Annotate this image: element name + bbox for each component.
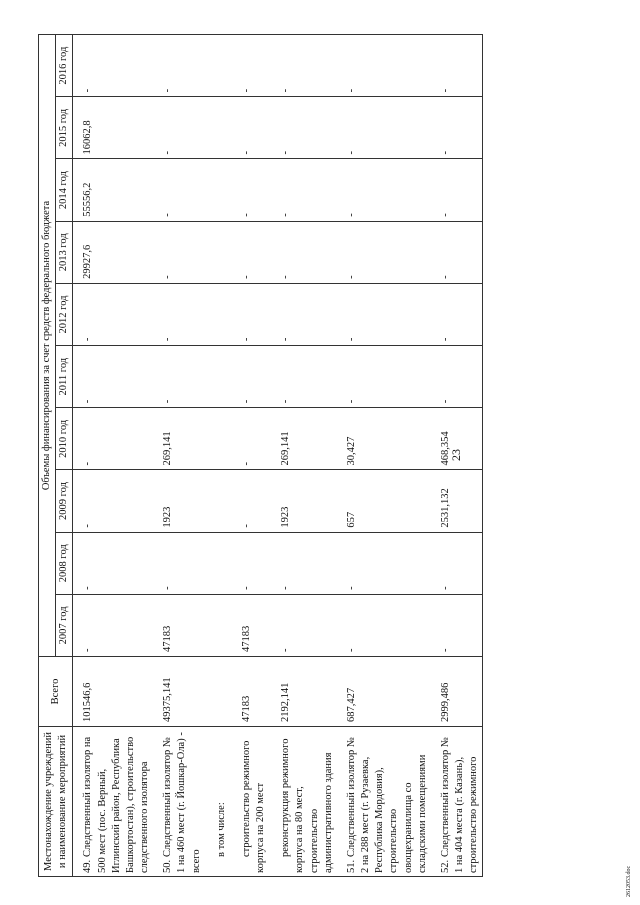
row-name: Следственный изолятор на 500 мест (пос. Верный, Иглинский район, Республика Башкортостан), строительство следственного изолятора <box>82 736 151 873</box>
year-value: - <box>337 159 431 221</box>
year-value: - <box>230 532 269 594</box>
year-value: - <box>230 408 269 470</box>
row-name: Следственный изолятор № 1 на 460 мест (г. Йошкар-Ола) - всего <box>162 732 202 873</box>
year-value: - <box>230 346 269 408</box>
year-value: - <box>153 346 205 408</box>
year-value: - <box>337 594 431 656</box>
row-total: 2192,141 <box>269 657 337 727</box>
row-name: Следственный изолятор № 1 на 404 места (г. Казань), строительство режимного <box>439 737 480 873</box>
year-value: - <box>431 35 483 97</box>
document-file-name: 2612053.doc <box>626 865 632 897</box>
year-value: - <box>73 594 153 656</box>
year-value <box>205 221 230 283</box>
header-year: 2015 год <box>56 97 73 159</box>
row-label <box>269 727 337 877</box>
year-value: - <box>230 283 269 345</box>
row-label <box>431 727 483 877</box>
header-year: 2013 год <box>56 221 73 283</box>
table-row <box>153 35 205 877</box>
row-number: 52. <box>439 859 451 873</box>
year-value: - <box>337 97 431 159</box>
header-year: 2007 год <box>56 594 73 656</box>
year-value: 30,427 <box>337 408 431 470</box>
header-year: 2011 год <box>56 346 73 408</box>
header-year: 2010 год <box>56 408 73 470</box>
year-value: - <box>269 221 337 283</box>
row-number: 50. <box>162 859 174 873</box>
year-value: 2531,132 <box>431 470 483 532</box>
table-row <box>205 35 230 877</box>
header-year: 2008 год <box>56 532 73 594</box>
row-label <box>153 727 205 877</box>
row-name: строительство режимного корпуса на 200 мест <box>240 740 267 873</box>
table-row <box>269 35 337 877</box>
year-value: - <box>230 35 269 97</box>
row-total: 47183 <box>230 657 269 727</box>
year-value: 47183 <box>153 594 205 656</box>
year-value <box>205 346 230 408</box>
year-value: 269,141 <box>269 408 337 470</box>
row-total: 687,427 <box>337 657 431 727</box>
year-value: - <box>269 35 337 97</box>
year-value: - <box>269 283 337 345</box>
year-value: 1923 <box>269 470 337 532</box>
row-label <box>337 727 431 877</box>
row-name: в том числе: <box>215 802 227 857</box>
table-row <box>230 35 269 877</box>
year-value: - <box>230 97 269 159</box>
row-total: 49375,141 <box>153 657 205 727</box>
year-value: 16062,8 <box>73 97 153 159</box>
year-value: - <box>431 346 483 408</box>
header-year: 2012 год <box>56 283 73 345</box>
row-label <box>73 727 153 877</box>
year-value: - <box>73 470 153 532</box>
year-value: - <box>431 283 483 345</box>
year-value: - <box>73 283 153 345</box>
year-value <box>205 594 230 656</box>
year-value: - <box>153 221 205 283</box>
year-value: - <box>73 35 153 97</box>
header-total: Всего <box>39 657 73 727</box>
year-value: - <box>230 159 269 221</box>
year-value: - <box>153 97 205 159</box>
year-value: - <box>431 97 483 159</box>
year-value: 468,354 <box>431 408 483 470</box>
year-value: - <box>337 221 431 283</box>
year-value: - <box>337 346 431 408</box>
header-year: 2016 год <box>56 35 73 97</box>
year-value: - <box>431 221 483 283</box>
year-value: 657 <box>337 470 431 532</box>
year-value: - <box>73 408 153 470</box>
table-row <box>337 35 431 877</box>
year-value: - <box>73 532 153 594</box>
row-number: 51. <box>345 859 357 873</box>
year-value: 47183 <box>230 594 269 656</box>
year-value: - <box>153 532 205 594</box>
year-value: 1923 <box>153 470 205 532</box>
year-value: - <box>269 594 337 656</box>
header-funding-group: Объемы финансирования за счет средств федерального бюджета <box>39 35 56 657</box>
row-number: 49. <box>82 859 94 873</box>
year-value <box>205 532 230 594</box>
year-value: - <box>269 532 337 594</box>
page-number: 23 <box>449 449 463 461</box>
row-label <box>230 727 269 877</box>
header-year: 2014 год <box>56 159 73 221</box>
year-value: - <box>230 470 269 532</box>
table-row <box>431 35 483 877</box>
year-value: 29927,6 <box>73 221 153 283</box>
row-total: 101546,6 <box>73 657 153 727</box>
year-value: - <box>230 221 269 283</box>
year-value: - <box>337 283 431 345</box>
row-total: 2999,486 <box>431 657 483 727</box>
header-location: Местонахождение учреждений и наименование мероприятий <box>39 727 73 877</box>
year-value: - <box>153 35 205 97</box>
year-value <box>205 408 230 470</box>
year-value: - <box>431 594 483 656</box>
year-value: 269,141 <box>153 408 205 470</box>
year-value: - <box>337 532 431 594</box>
table-row <box>73 35 153 877</box>
year-value: - <box>269 97 337 159</box>
year-value <box>205 283 230 345</box>
year-value: - <box>431 532 483 594</box>
year-value: - <box>73 346 153 408</box>
year-value: - <box>153 159 205 221</box>
row-label <box>205 727 230 877</box>
year-value: - <box>153 283 205 345</box>
year-value: 55556,2 <box>73 159 153 221</box>
year-value: - <box>269 159 337 221</box>
row-total <box>205 657 230 727</box>
year-value <box>205 470 230 532</box>
year-value <box>205 97 230 159</box>
year-value: - <box>431 159 483 221</box>
header-year: 2009 год <box>56 470 73 532</box>
funding-table <box>38 34 483 877</box>
year-value <box>205 35 230 97</box>
year-value <box>205 159 230 221</box>
year-value: - <box>269 346 337 408</box>
row-name: реконструкция режимного корпуса на 80 мест, строительство административного здания <box>280 738 334 873</box>
row-name: Следственный изолятор № 2 на 288 мест (г. Рузаевка, Республика Мордовия), строительство овощехранилища со складскими помещениями <box>345 737 428 873</box>
year-value: - <box>337 35 431 97</box>
